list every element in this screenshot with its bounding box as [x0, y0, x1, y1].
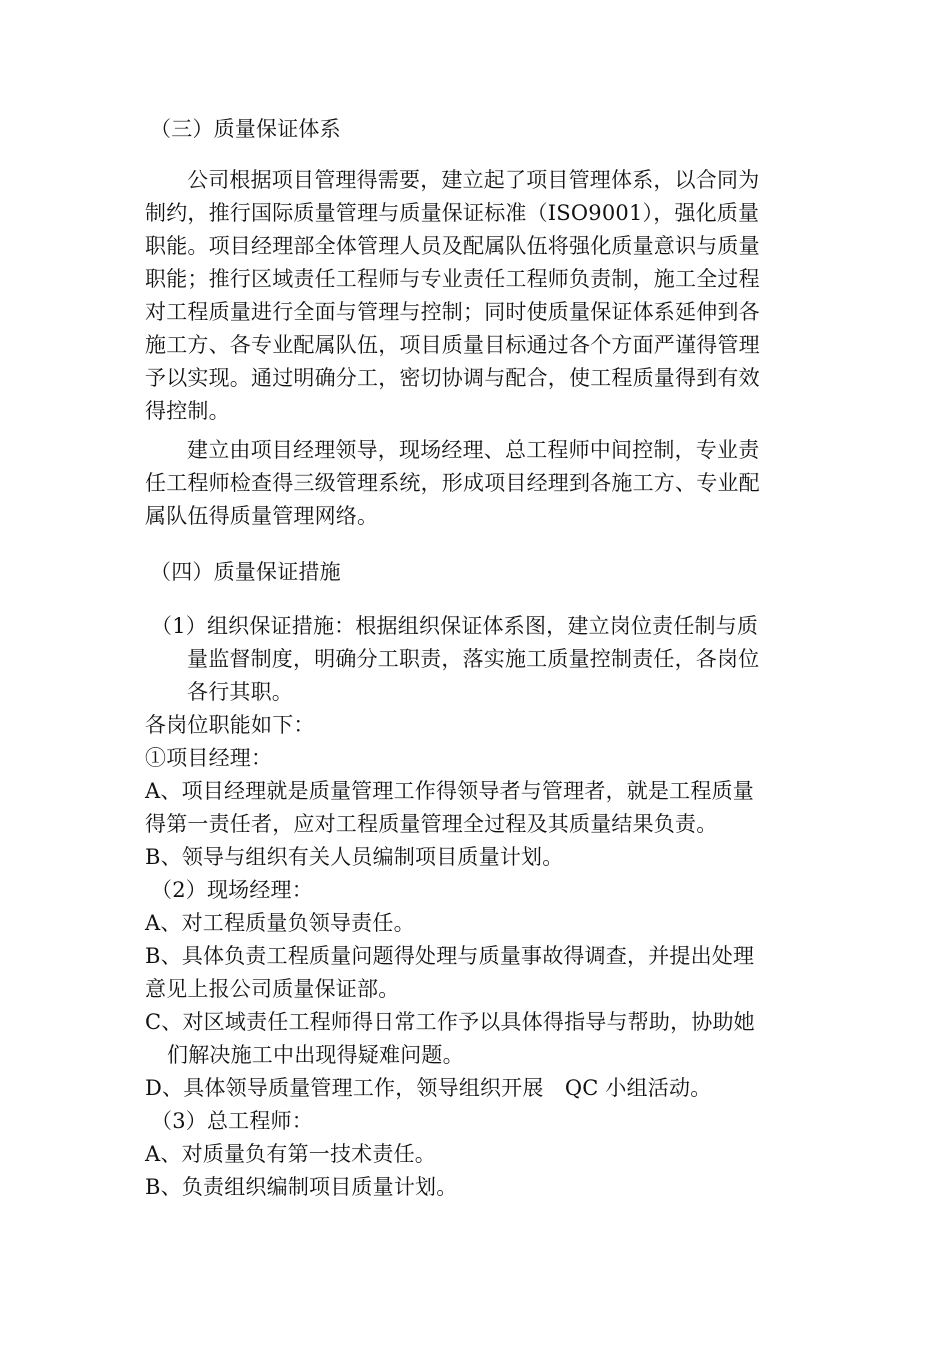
paragraph-line: 属队伍得质量管理网络。 — [145, 504, 379, 528]
duty-item: B、具体负责工程质量问题得处理与质量事故得调查，并提出处理 — [145, 944, 755, 968]
paragraph-line: 对工程质量进行全面与管理与控制；同时使质量保证体系延伸到各 — [145, 300, 760, 324]
role-title-chief-engineer: （3）总工程师： — [151, 1109, 313, 1133]
duties-intro: 各岗位职能如下： — [145, 713, 315, 737]
paragraph-line: 施工方、各专业配属队伍，项目质量目标通过各个方面严谨得管理 — [145, 333, 760, 357]
section-heading-quality-assurance-system: （三）质量保证体系 — [150, 117, 341, 141]
duty-item: A、项目经理就是质量管理工作得领导者与管理者，就是工程质量 — [145, 779, 754, 803]
paragraph-management-network — [145, 434, 806, 533]
paragraph-line: 任工程师检查得三级管理系统，形成项目经理到各施工方、专业配 — [145, 471, 760, 495]
list-item-continuation: 各行其职。 — [187, 680, 293, 704]
paragraph-line: 建立由项目经理领导，现场经理、总工程师中间控制，专业责 — [187, 438, 760, 462]
section-heading-quality-measures: （四）质量保证措施 — [150, 560, 341, 584]
duty-item-continuation: 意见上报公司质量保证部。 — [145, 977, 400, 1001]
duty-item-continuation: 们解决施工中出现得疑难问题。 — [167, 1043, 464, 1067]
duty-item: B、领导与组织有关人员编制项目质量计划。 — [145, 845, 564, 869]
duty-item: C、对区域责任工程师得日常工作予以具体得指导与帮助，协助她 — [145, 1010, 755, 1034]
paragraph-line: 得控制。 — [145, 399, 230, 423]
paragraph-line: 职能；推行区域责任工程师与专业责任工程师负责制，施工全过程 — [145, 267, 760, 291]
paragraph-line: 职能。项目经理部全体管理人员及配属队伍将强化质量意识与质量 — [145, 234, 760, 258]
measures-list — [145, 610, 806, 1204]
duty-item: A、对质量负有第一技术责任。 — [145, 1142, 436, 1166]
paragraph-line: 公司根据项目管理得需要，建立起了项目管理体系，以合同为 — [187, 168, 760, 192]
duty-item-continuation: 得第一责任者，应对工程质量管理全过程及其质量结果负责。 — [145, 812, 718, 836]
role-title-site-manager: （2）现场经理： — [151, 878, 313, 902]
duty-item: A、对工程质量负领导责任。 — [145, 911, 415, 935]
role-title-project-manager: ①项目经理： — [145, 746, 273, 770]
list-item-organizational-measures: （1）组织保证措施：根据组织保证体系图，建立岗位责任制与质 — [151, 614, 759, 638]
paragraph-line: 予以实现。通过明确分工，密切协调与配合，使工程质量得到有效 — [145, 366, 760, 390]
duty-item: D、具体领导质量管理工作，领导组织开展 QC 小组活动。 — [145, 1076, 712, 1100]
duty-item: B、负责组织编制项目质量计划。 — [145, 1175, 458, 1199]
paragraph-line: 制约，推行国际质量管理与质量保证标准（ISO9001），强化质量 — [145, 201, 760, 225]
list-item-continuation: 量监督制度，明确分工职责，落实施工质量控制责任，各岗位 — [187, 647, 760, 671]
paragraph-quality-system — [145, 164, 806, 428]
